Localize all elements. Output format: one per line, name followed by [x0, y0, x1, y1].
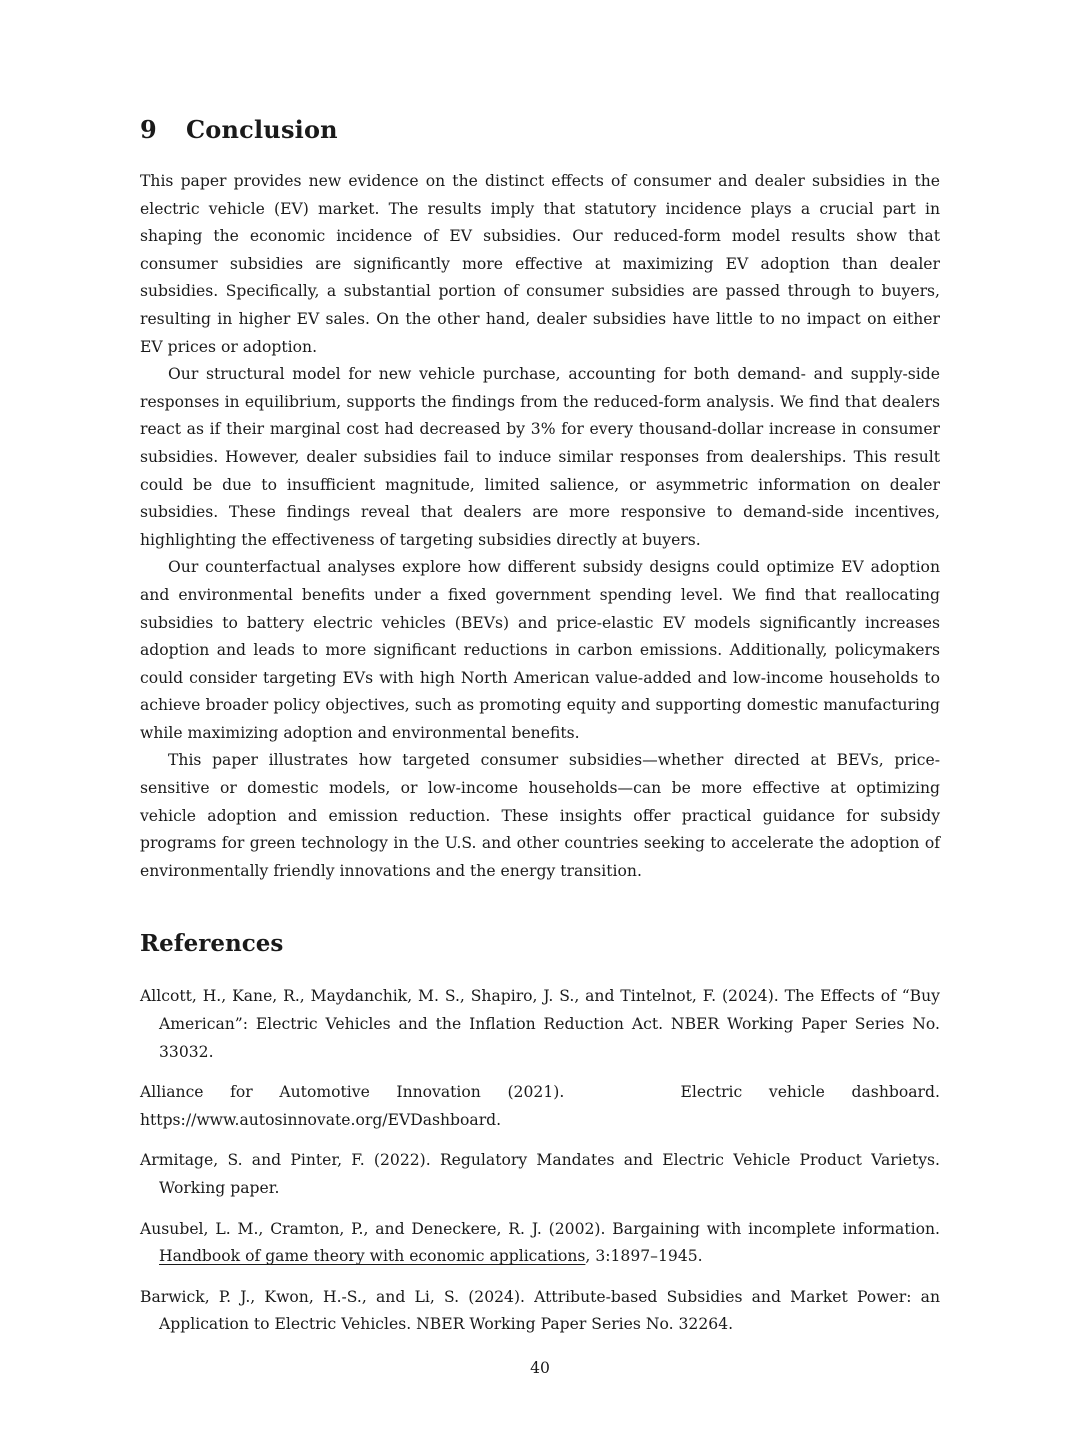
reference-word: (2021). [507, 1083, 565, 1102]
conclusion-body [140, 168, 940, 885]
reference-venue: Handbook of game theory with economic applications [159, 1247, 586, 1266]
reference-word: Alliance [140, 1083, 204, 1102]
page-number: 40 [530, 1359, 550, 1377]
reference-list [140, 983, 940, 1339]
references-heading: References [140, 930, 284, 958]
section-heading [140, 112, 940, 148]
section-title: Conclusion [186, 115, 338, 144]
reference-word: Automotive [279, 1083, 370, 1102]
reference-word: dashboard. [851, 1083, 940, 1102]
paragraph: Our structural model for new vehicle purchase, accounting for both demand- and supply-side responses in equilibrium, supports the findings from the reduced-form analysis. We find that dealers react as if their marginal cost had decreased by 3% for every thousand-dollar increase in consumer subsidies. However, dealer subsidies fail to induce similar responses from dealerships. This result could be due to insufficient magnitude, limited salience, or asymmetric information on dealer subsidies. These findings reveal that dealers are more responsive to demand-side incentives, highlighting the effectiveness of targeting subsidies directly at buyers. [140, 365, 940, 549]
section-number: 9 [140, 115, 157, 144]
reference-item: Allcott, H., Kane, R., Maydanchik, M. S., Shapiro, J. S., and Tintelnot, F. (2024). The Effects of “Buy American”: Electric Vehicles and the Inflation Reduction Act. NBER Working Paper Series No. 33032. [140, 987, 940, 1061]
reference-word: for [230, 1083, 253, 1102]
reference-pages: , 3:1897–1945. [585, 1247, 703, 1266]
reference-line [140, 1079, 940, 1107]
paragraph: This paper illustrates how targeted consumer subsidies—whether directed at BEVs, price-sensitive or domestic models, or low-income households—can be more effective at optimizing vehicle adoption and emission reduction. These insights offer practical guidance for subsidy programs for green technology in the U.S. and other countries seeking to accelerate the adoption of environmentally friendly innovations and the energy transition. [140, 751, 940, 880]
reference-item [140, 1079, 940, 1134]
reference-authors: Ausubel, L. M., Cramton, P., and Deneckere, R. J. (2002). Bargaining with incomplete information. [140, 1219, 940, 1238]
reference-word: Electric [680, 1083, 743, 1102]
reference-item [140, 1216, 940, 1271]
reference-item: Barwick, P. J., Kwon, H.-S., and Li, S. (2024). Attribute-based Subsidies and Market Power: an Application to Electric Vehicles. NBER Working Paper Series No. 32264. [140, 1287, 940, 1334]
paper-page [140, 112, 940, 1352]
reference-word: Innovation [396, 1083, 481, 1102]
reference-url: https://www.autosinnovate.org/EVDashboard. [140, 1110, 502, 1129]
paragraph: This paper provides new evidence on the distinct effects of consumer and dealer subsidies in the electric vehicle (EV) market. The results imply that statutory incidence plays a crucial part in shaping the economic incidence of EV subsidies. Our reduced-form model results show that consumer subsidies are significantly more effective at maximizing EV adoption than dealer subsidies. Specifically, a substantial portion of consumer subsidies are passed through to buyers, resulting in higher EV sales. On the other hand, dealer subsidies have little to no impact on either EV prices or adoption. [140, 172, 940, 356]
paragraph: Our counterfactual analyses explore how different subsidy designs could optimize EV adoption and environmental benefits under a fixed government spending level. We find that reallocating subsidies to battery electric vehicles (BEVs) and price-elastic EV models significantly increases adoption and leads to more significant reductions in carbon emissions. Additionally, policymakers could consider targeting EVs with high North American value-added and low-income households to achieve broader policy objectives, such as promoting equity and supporting domestic manufacturing while maximizing adoption and environmental benefits. [140, 558, 940, 742]
reference-word: vehicle [768, 1083, 825, 1102]
reference-item: Armitage, S. and Pinter, F. (2022). Regulatory Mandates and Electric Vehicle Product Varietys. Working paper. [140, 1151, 940, 1197]
